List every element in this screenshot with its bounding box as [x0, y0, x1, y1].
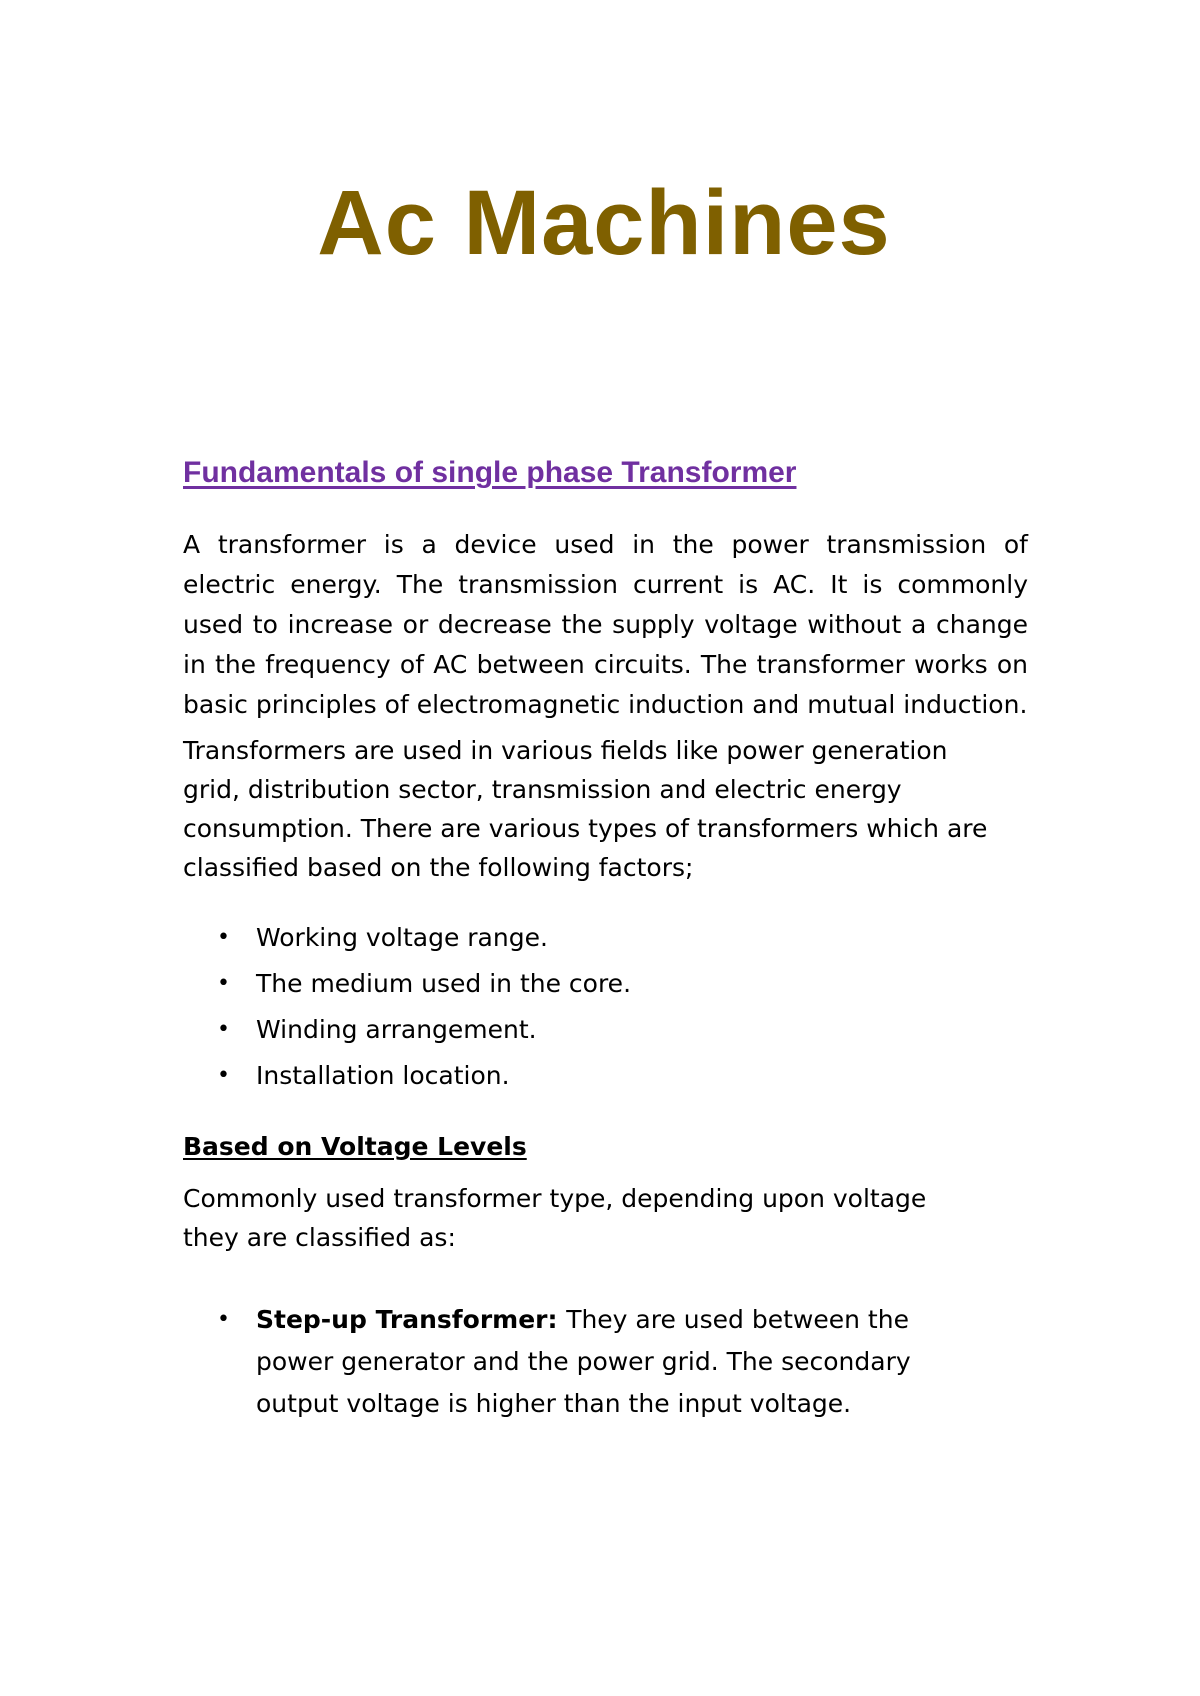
list-item — [183, 1007, 1028, 1053]
bullet-icon: • — [217, 1307, 230, 1332]
list-item — [183, 961, 1028, 1007]
list-item-text: Winding arrangement. — [256, 1015, 537, 1044]
voltage-paragraph: Commonly used transformer type, depending upon voltage they are classified as: — [183, 1184, 927, 1252]
list-item-text: Working voltage range. — [256, 923, 548, 952]
list-item — [183, 915, 1028, 961]
term-description: They are used between the power generator and the power grid. The secondary output voltage is higher than the input voltage. — [256, 1305, 911, 1418]
intro-paragraph: A transformer is a device used in the power transmission of electric energy. The transmission current is AC. It is commonly used to increase or decrease the supply voltage without a change in the frequency of AC between circuits. The transformer works on basic principles of electromagnetic induction and mutual induction. — [183, 530, 1028, 719]
list-item — [183, 1299, 976, 1425]
section-heading: Fundamentals of single phase Transformer — [183, 456, 797, 489]
bullet-icon: • — [217, 1063, 230, 1088]
usage-paragraph: Transformers are used in various fields like power generation grid, distribution sector, transmission and electric energy consumption. There are various types of transformers which are classified based on the following factors; — [183, 736, 988, 882]
list-item-text: The medium used in the core. — [256, 969, 632, 998]
subsection-heading: Based on Voltage Levels — [183, 1132, 527, 1161]
transformer-types-list — [183, 1299, 1028, 1425]
document-title: Ac Machines — [317, 172, 891, 274]
factors-list — [183, 915, 1028, 1099]
term-label: Step-up Transformer: — [256, 1305, 567, 1334]
list-item-text: Installation location. — [256, 1061, 510, 1090]
list-item — [183, 1053, 1028, 1099]
bullet-icon: • — [217, 925, 230, 950]
document-body — [183, 455, 1028, 1425]
bullet-icon: • — [217, 1017, 230, 1042]
bullet-icon: • — [217, 971, 230, 996]
